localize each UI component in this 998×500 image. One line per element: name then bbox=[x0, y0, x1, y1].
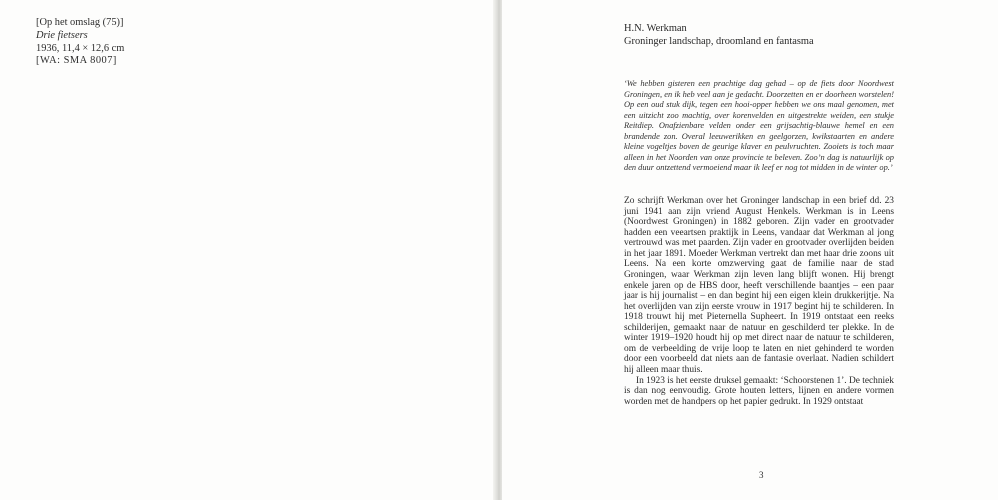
caption-reference: [Op het omslag (75)] bbox=[36, 17, 124, 28]
page-number: 3 bbox=[759, 470, 764, 480]
author-name: H.N. Werkman bbox=[624, 23, 687, 34]
caption-title: Drie fietsers bbox=[36, 29, 88, 41]
left-page bbox=[0, 0, 496, 500]
caption-dimensions: 1936, 11,4 × 12,6 cm bbox=[36, 42, 125, 54]
chapter-title: Groninger landschap, droomland en fantasma bbox=[624, 36, 814, 47]
image-caption bbox=[36, 17, 124, 68]
paragraph: Zo schrijft Werkman over het Groninger landschap in een brief dd. 23 juni 1941 aan zijn vriend August Henkels. Werkman is in Leens (Noordwest Groningen) in 1882 geboren. Zijn vader en grootvader hadden een veeartsen praktijk in Leens, vandaar dat Werkman al jong vertrouwd was met paarden. Zijn vader en grootvader overlijden beiden in het jaar 1891. Moeder Werkman vertrekt dan met haar drie zoons uit Leens. Na een korte omzwerving gaat de familie naar de stad Groningen, waar Werkman zijn leven lang blijft wonen. Hij brengt enkele jaren op de HBS door, heeft verschillende baantjes – een paar jaar is hij journalist – en dan begint hij een eigen klein drukkerijtje. Na het overlijden van zijn eerste vrouw in 1917 begint hij te schilderen. In 1918 trouwt hij met Pieternella Supheert. In 1919 ontstaat een reeks schilderijen, gemaakt naar de natuur en geschilderd ter plekke. In de winter 1919–1920 houdt hij op met direct naar de natuur te schilderen, om de verbeelding de vrije loop te laten en niet gehinderd te worden door een voorbeeld dat niets aan de fantasie overlaat. Nadien schildert hij alleen maar thuis. bbox=[624, 196, 894, 375]
show-through-ghost bbox=[120, 90, 290, 112]
body-text bbox=[624, 196, 894, 407]
paragraph: In 1923 is het eerste druksel gemaakt: ‘Schoorstenen 1’. De techniek is dan nog eenvoudig. Grote houten letters, lijnen en andere vormen worden met de handpers op het papier gedrukt. In 1929 ontstaat bbox=[624, 375, 894, 407]
caption-inventory-number: [WA: SMA 8007] bbox=[36, 55, 117, 67]
chapter-heading bbox=[624, 22, 814, 48]
letter-quote: ‘We hebben gisteren een prachtige dag gehad – op de fiets door Noordwest Groningen, en ik heb veel aan je gedacht. Doorzetten en er doorheen worstelen! Op een oud stuk dijk, tegen een hooi-opper hebben we ons maal genomen, met een uitzicht zoo machtig, over korenvelden en uitgestrekte weiden, een stukje Reitdiep. Onafzienbare velden onder een grijsachtig-blauwe hemel en een brandende zon. Overal leeuwerikken en geelgorzen, kwikstaarten en andere kleine vogeltjes boven de geurige klaver en peulvruchten. Zooiets is toch maar alleen in het Noorden van onze provincie te beleven. Zoo’n dag is natuurlijk op den duur ontzettend vermoeiend maar ik leef er nog tot midden in de winter op.’ bbox=[624, 79, 894, 173]
